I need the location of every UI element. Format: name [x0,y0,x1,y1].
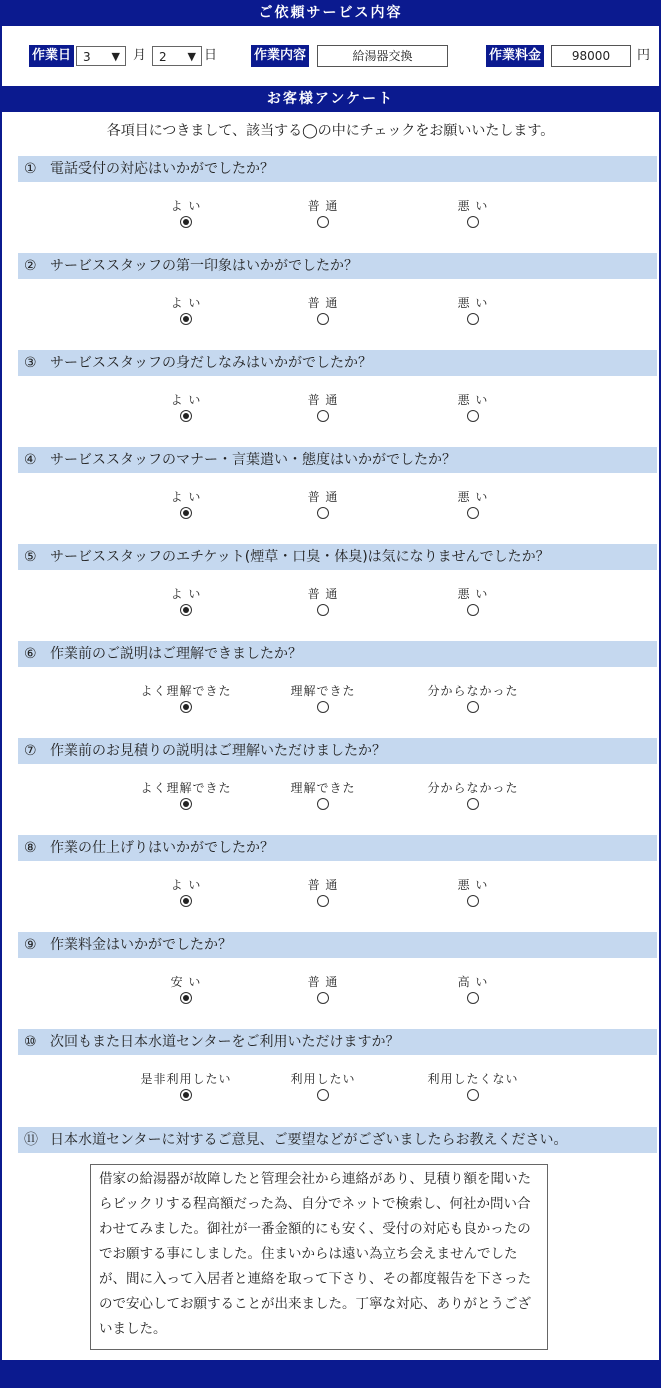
answer-option [268,198,378,231]
option-label: よ い [170,490,202,504]
radio-button[interactable] [317,895,329,907]
question-number: ⑧ [24,840,37,856]
radio-button[interactable] [467,798,479,810]
day-unit: 日 [204,48,218,63]
answer-option [131,198,241,231]
footer-bar [2,1360,659,1386]
question-header [18,641,657,667]
question-text: サービススタッフのエチケット(煙草・口臭・体臭)は気になりませんでしたか？ [50,549,550,565]
question-3 [18,350,657,407]
answer-option [418,198,528,231]
question-header [18,738,657,764]
service-details [2,26,659,86]
question-11 [18,1127,657,1153]
radio-button[interactable] [467,701,479,713]
option-label: よ い [170,878,202,892]
question-number: ⑦ [24,743,37,759]
radio-button[interactable] [317,313,329,325]
radio-button[interactable] [180,216,192,228]
day-value: 2 [159,50,167,64]
option-label: 悪 い [457,587,489,601]
radio-button[interactable] [467,1089,479,1101]
option-label: 悪 い [457,296,489,310]
fee-unit: 円 [637,48,651,63]
question-number: ⑤ [24,549,37,565]
radio-button[interactable] [180,313,192,325]
option-label: よく理解できた [140,781,232,795]
radio-button[interactable] [467,992,479,1004]
question-1 [18,156,657,213]
option-label: 利用したい [290,1072,356,1086]
option-label: 悪 い [457,199,489,213]
question-10 [18,1029,657,1086]
radio-button[interactable] [467,410,479,422]
question-header [18,932,657,958]
question-text: 日本水道センターに対するご意見、ご要望などがございましたらお教えください。 [50,1132,568,1148]
answer-option [131,295,241,328]
question-text: 次回もまた日本水道センターをご利用いただけますか？ [50,1034,400,1050]
question-9 [18,932,657,989]
option-label: 理解できた [290,684,356,698]
comment-textarea[interactable]: 借家の給湯器が故障したと管理会社から連絡があり、見積り額を聞いたらビックリする程高額だった為、自分でネットで検索し、何社か問い合わせてみました。御社が一番金額的にも安く、受付の対応も良かったのでお願する事にしました。住まいからは遠い為立ち会えませんでしたが、間に入って入居者と連絡を取って下さり、その都度報告を下さったので安心してお願することが出来ました。丁寧な対応、ありがとうございました。 [90,1164,548,1350]
option-label: 悪 い [457,393,489,407]
work-fee-label: 作業料金 [486,45,544,67]
question-header [18,544,657,570]
radio-button[interactable] [317,992,329,1004]
answer-option [131,489,241,522]
chevron-down-icon: ▼ [187,50,196,63]
answer-option [268,683,378,716]
question-header [18,253,657,279]
option-label: 是非利用したい [140,1072,232,1086]
radio-button[interactable] [180,410,192,422]
answer-option [131,1071,241,1104]
radio-button[interactable] [317,604,329,616]
option-label: 普 通 [307,975,339,989]
answer-option [268,586,378,619]
question-number: ⑩ [24,1034,37,1050]
chevron-down-icon: ▼ [111,50,120,63]
option-label: 理解できた [290,781,356,795]
answer-option [268,877,378,910]
option-label: 悪 い [457,878,489,892]
work-fee-field[interactable]: 98000 [551,45,631,67]
question-text: 作業料金はいかがでしたか？ [50,937,232,953]
question-text: 作業前のお見積りの説明はご理解いただけましたか？ [50,743,386,759]
question-header [18,447,657,473]
question-number: ④ [24,452,37,468]
answer-option [268,780,378,813]
answer-option [418,586,528,619]
question-text: サービススタッフの身だしなみはいかがでしたか？ [50,355,372,371]
answer-option [418,1071,528,1104]
month-value: 3 [83,50,91,64]
option-label: 普 通 [307,393,339,407]
radio-button[interactable] [317,507,329,519]
survey-header: お客様アンケート [2,86,659,112]
radio-button[interactable] [180,507,192,519]
question-6 [18,641,657,698]
question-header [18,835,657,861]
radio-button[interactable] [317,410,329,422]
radio-button[interactable] [180,1089,192,1101]
answer-option [268,392,378,425]
question-number: ③ [24,355,37,371]
answer-option [131,974,241,1007]
question-header [18,1127,657,1153]
answer-option [268,295,378,328]
work-content-label: 作業内容 [251,45,309,67]
question-number: ⑥ [24,646,37,662]
option-label: 高 い [457,975,489,989]
question-text: サービススタッフのマナー・言葉遣い・態度はいかがでしたか？ [50,452,456,468]
answer-option [418,877,528,910]
question-header [18,1029,657,1055]
question-number: ⑨ [24,937,37,953]
radio-button[interactable] [180,992,192,1004]
survey-instruction: 各項目につきまして、該当する◯の中にチェックをお願いいたします。 [106,123,555,139]
radio-button[interactable] [317,216,329,228]
option-label: よ い [170,587,202,601]
answer-option [418,683,528,716]
answer-option [268,1071,378,1104]
radio-button[interactable] [180,895,192,907]
question-header [18,350,657,376]
answer-option [418,974,528,1007]
radio-button[interactable] [467,507,479,519]
question-text: 作業前のご説明はご理解できましたか？ [50,646,302,662]
service-header: ご依頼サービス内容 [2,0,659,26]
radio-button[interactable] [180,604,192,616]
question-text: 電話受付の対応はいかがでしたか？ [50,161,274,177]
option-label: 普 通 [307,587,339,601]
radio-button[interactable] [467,216,479,228]
radio-button[interactable] [317,701,329,713]
question-number: ① [24,161,37,177]
answer-option [131,392,241,425]
radio-button[interactable] [317,798,329,810]
month-select[interactable] [76,46,126,66]
option-label: 普 通 [307,296,339,310]
option-label: 利用したくない [427,1072,519,1086]
answer-option [131,877,241,910]
option-label: よ い [170,393,202,407]
option-label: よ い [170,296,202,310]
question-2 [18,253,657,310]
radio-button[interactable] [467,604,479,616]
day-select[interactable] [152,46,202,66]
answer-option [418,780,528,813]
answer-option [131,586,241,619]
month-unit: 月 [133,48,147,63]
answer-option [418,392,528,425]
work-content-field[interactable]: 給湯器交換 [317,45,448,67]
radio-button[interactable] [180,701,192,713]
question-8 [18,835,657,892]
answer-option [268,489,378,522]
answer-option [131,780,241,813]
question-header [18,156,657,182]
radio-button[interactable] [467,895,479,907]
question-number: ② [24,258,37,274]
option-label: 普 通 [307,878,339,892]
question-number: ⑪ [24,1132,38,1148]
option-label: よ い [170,199,202,213]
question-4 [18,447,657,504]
question-7 [18,738,657,795]
answer-option [418,489,528,522]
option-label: 安 い [170,975,202,989]
option-label: 普 通 [307,490,339,504]
radio-button[interactable] [317,1089,329,1101]
option-label: よく理解できた [140,684,232,698]
option-label: 分からなかった [427,684,519,698]
radio-button[interactable] [180,798,192,810]
option-label: 分からなかった [427,781,519,795]
question-5 [18,544,657,601]
option-label: 悪 い [457,490,489,504]
work-date-label: 作業日 [29,45,74,67]
answer-option [268,974,378,1007]
radio-button[interactable] [467,313,479,325]
answer-option [131,683,241,716]
question-text: サービススタッフの第一印象はいかがでしたか？ [50,258,358,274]
question-text: 作業の仕上げりはいかがでしたか？ [50,840,274,856]
answer-option [418,295,528,328]
option-label: 普 通 [307,199,339,213]
